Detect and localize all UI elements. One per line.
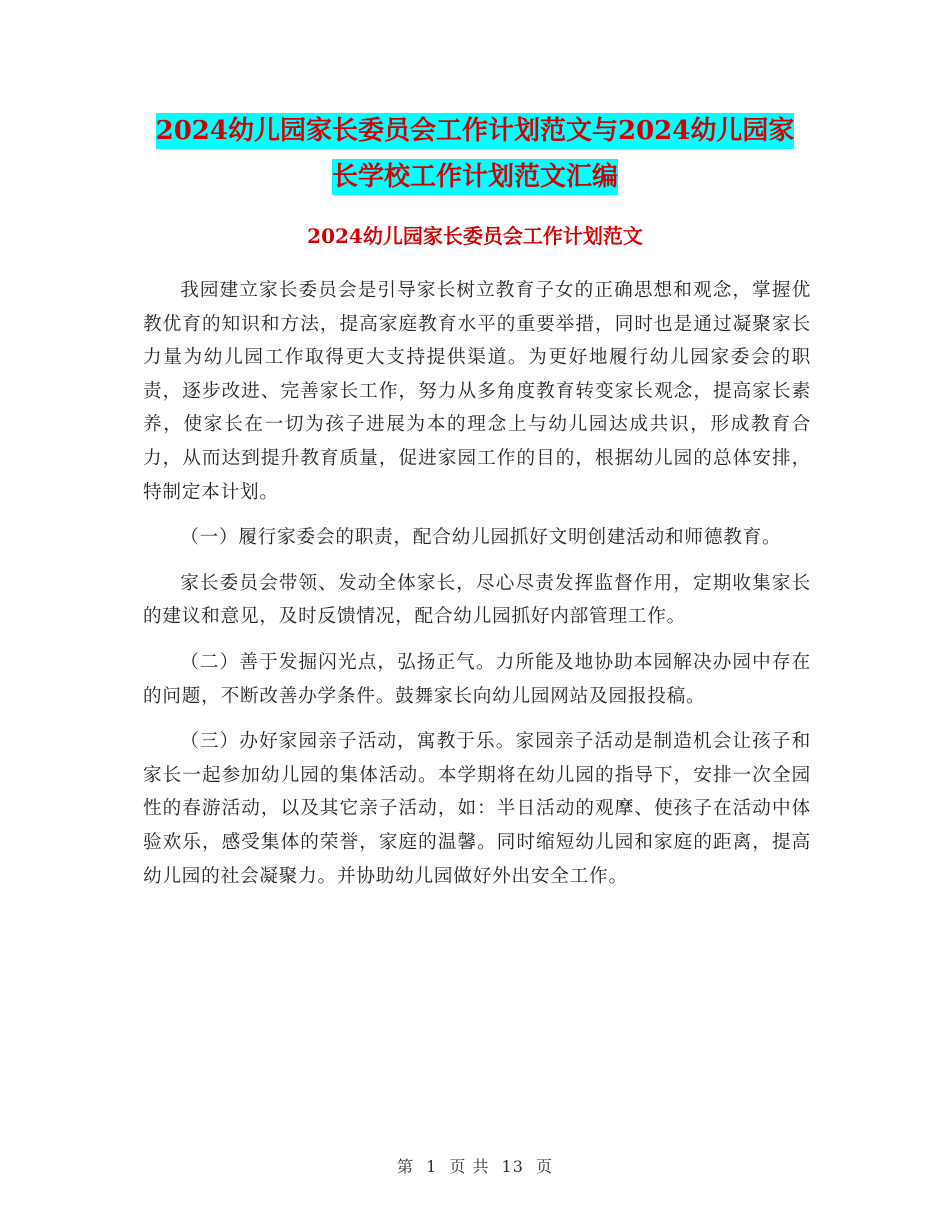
document-title-line-1 xyxy=(0,108,950,154)
paragraph-item-1-heading: （一）履行家委会的职责，配合幼儿园抓好文明创建活动和师德教育。 xyxy=(180,527,782,549)
footer-total-pages: 13 xyxy=(501,1157,524,1176)
paragraph-item-3: （三）办好家园亲子活动，寓教于乐。家园亲子活动是制造机会让孩子和家长一起参加幼儿园的集体活动。本学期将在幼儿园的指导下，安排一次全园性的春游活动，以及其它亲子活动，如：半日活动的观摩、使孩子在活动中体验欢乐，感受集体的荣誉，家庭的温馨。同时缩短幼儿园和家庭的距离，提高幼儿园的社会凝聚力。并协助幼儿园做好外出安全工作。 xyxy=(143,731,811,887)
paragraph-item-1-body: 家长委员会带领、发动全体家长，尽心尽责发挥监督作用，定期收集家长的建议和意见，及时反馈情况，配合幼儿园抓好内部管理工作。 xyxy=(143,572,811,628)
footer-suffix: 页 xyxy=(536,1157,554,1176)
document-body xyxy=(143,274,811,905)
title-highlight: 2024幼儿园家长委员会工作计划范文与2024幼儿园家 xyxy=(156,113,795,149)
footer-middle: 页 共 xyxy=(449,1157,490,1176)
paragraph-item-2: （二）善于发掘闪光点，弘扬正气。力所能及地协助本园解决办园中存在的问题，不断改善办学条件。鼓舞家长向幼儿园网站及园报投稿。 xyxy=(143,651,811,707)
page-footer xyxy=(0,1154,950,1177)
footer-prefix: 第 xyxy=(396,1157,414,1176)
section-title: 2024幼儿园家长委员会工作计划范文 xyxy=(307,224,643,248)
document-title xyxy=(0,108,950,200)
document-title-line-2 xyxy=(0,154,950,200)
title-highlight: 长学校工作计划范文汇编 xyxy=(332,159,618,195)
paragraph-intro: 我园建立家长委员会是引导家长树立教育子女的正确思想和观念，掌握优教优育的知识和方法，提高家庭教育水平的重要举措，同时也是通过凝聚家长力量为幼儿园工作取得更大支持提供渠道。为更好地履行幼儿园家委会的职责，逐步改进、完善家长工作，努力从多角度教育转变家长观念，提高家长素养，使家长在一切为孩子进展为本的理念上与幼儿园达成共识，形成教育合力，从而达到提升教育质量，促进家园工作的目的，根据幼儿园的总体安排，特制定本计划。 xyxy=(143,280,811,503)
footer-page-number: 1 xyxy=(426,1157,438,1176)
